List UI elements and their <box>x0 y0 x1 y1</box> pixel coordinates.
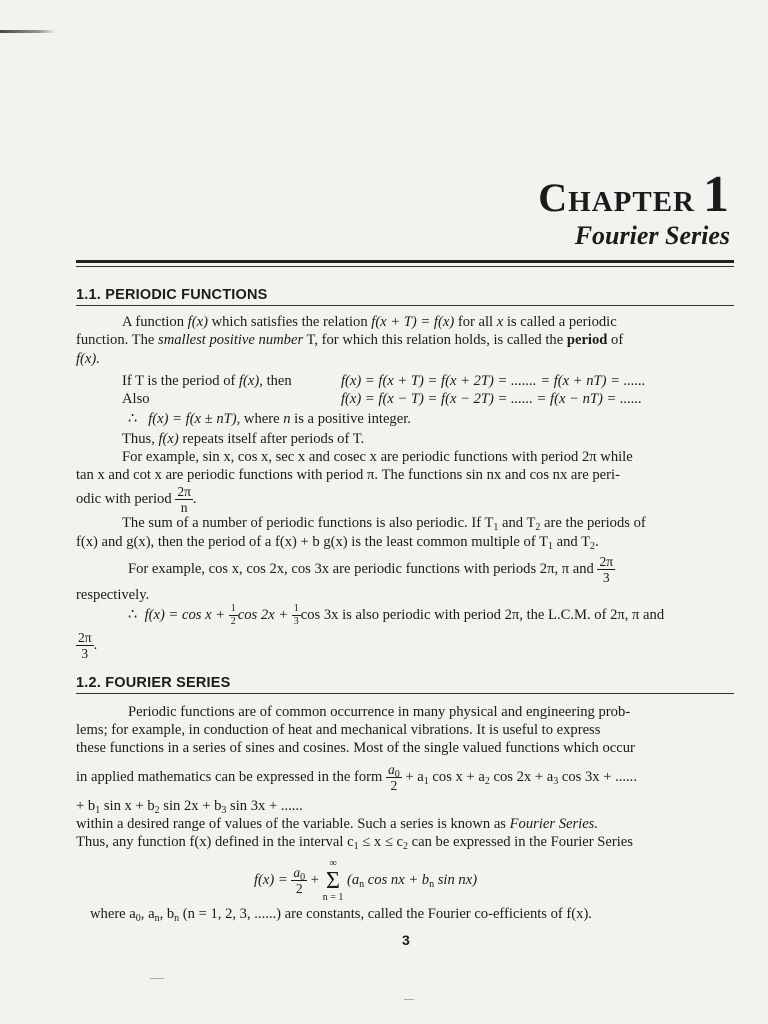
equation-line: + $b_1$ $\sin x + b_2$ $\sin 2x + b_3$ sin 3x + ...... <box>76 798 303 816</box>
header-rule-thin <box>76 266 734 267</box>
scan-mark <box>150 978 164 979</box>
paragraph-line: lems; for example, in conduction of heat and mechanical vibrations. It is useful to express <box>76 722 601 738</box>
fraction: $\frac{1}{3}$ <box>293 603 299 628</box>
fraction: $\frac{2\pi}{n}$ <box>177 483 191 516</box>
fraction: $\frac{a_0}{2}$ <box>293 864 306 897</box>
fourier-series-formula: f(x) = $\frac{a_0}{2}$ + ∞ Σ n = 1 ($a_n$ cos nx + $b_n$ sin nx) <box>254 857 478 903</box>
fraction: $\frac{a_0}{2}$ <box>388 761 400 794</box>
fraction: $\frac{1}{2}$ <box>230 603 236 628</box>
equation-line: ∴ f(x) = cos x + $\frac{1}{2}$ cos 2x + $\frac{1}{3}$ cos 3x is also periodic with period 2π, the L.C.M. of 2π, π and <box>128 603 665 628</box>
paragraph-line: A function f(x) which satisfies the relation f(x + T) = f(x) for all x is called a periodic <box>122 314 617 330</box>
paragraph-line: f(x) and g(x), then the period of a f(x) + b g(x) is the least common multiple of $T_1$ and $T_2$. <box>76 534 599 552</box>
fraction: $\frac{2\pi}{3}$ <box>599 553 614 586</box>
chapter-subtitle: Fourier Series <box>574 221 730 250</box>
section-heading-periodic-functions: 1.1. PERIODIC FUNCTIONS <box>76 287 268 303</box>
summation-symbol: ∞ Σ n = 1 <box>322 857 344 903</box>
chapter-title <box>538 165 730 224</box>
chapter-title-rest: HAPTER <box>568 186 695 218</box>
header-rule-thick <box>76 260 734 263</box>
page-number: 3 <box>402 932 410 948</box>
equation-line: in applied mathematics can be expressed in the form $\frac{a_0}{2}$ + $a_1$ $\cos x + a_2$ $\cos 2x + a_3$ cos 3x + ...... <box>76 761 637 794</box>
equation-line: ∴ f(x) = f(x ± nT), where n is a positive integer. <box>128 411 411 427</box>
paragraph-line: The sum of a number of periodic functions is also periodic. If $T_1$ and $T_2$ are the periods of <box>122 515 646 533</box>
fraction: $\frac{2\pi}{3}$ <box>78 629 92 662</box>
scan-mark <box>404 999 414 1000</box>
scan-mark <box>0 30 56 33</box>
equation-line: Also <box>122 391 150 407</box>
paragraph-line: within a desired range of values of the variable. Such a series is known as Fourier Series. <box>76 816 599 832</box>
section-rule <box>76 693 734 694</box>
paragraph-line: Thus, f(x) repeats itself after periods of T. <box>122 431 365 447</box>
equation-line: f(x) = f(x − T) = f(x − 2T) = ...... = f(x − nT) = ...... <box>341 391 642 407</box>
paragraph-line: respectively. <box>76 587 150 603</box>
paragraph-line: function. The smallest positive number T, for which this relation holds, is called the period of <box>76 332 624 348</box>
paragraph-line: these functions in a series of sines and cosines. Most of the single valued functions which occur <box>76 740 635 756</box>
paragraph-line: where $a_0$, $a_n$, $b_n$ (n = 1, 2, 3, ......) are constants, called the Fourier co-efficients of f(x). <box>90 906 592 924</box>
equation-line: If T is the period of f(x), then <box>122 373 292 389</box>
paragraph-line: For example, sin x, cos x, sec x and cosec x are periodic functions with period 2π while <box>122 449 633 465</box>
paragraph-line: tan x and cot x are periodic functions with period π. The functions sin nx and cos nx are peri- <box>76 467 620 483</box>
chapter-number: 1 <box>703 166 730 223</box>
equation-line: f(x) = f(x + T) = f(x + 2T) = ....... = f(x + nT) = ...... <box>341 373 646 389</box>
equation-line: $\frac{2\pi}{3}$ . <box>78 629 98 662</box>
paragraph-line: f(x). <box>76 351 100 367</box>
section-rule <box>76 305 734 306</box>
chapter-title-initial: C <box>538 175 569 220</box>
paragraph-line: Thus, any function f(x) defined in the interval $c_1 \le x \le c_2$ can be expressed in the Fourier Series <box>76 834 633 852</box>
section-heading-fourier-series: 1.2. FOURIER SERIES <box>76 675 231 691</box>
paragraph-line: odic with period $\frac{2\pi}{n}$ . <box>76 483 197 516</box>
paragraph-line: Periodic functions are of common occurrence in many physical and engineering prob- <box>128 704 631 720</box>
paragraph-line: For example, cos x, cos 2x, cos 3x are periodic functions with periods 2π, π and $\frac{2\pi}{3}$ <box>128 553 614 586</box>
